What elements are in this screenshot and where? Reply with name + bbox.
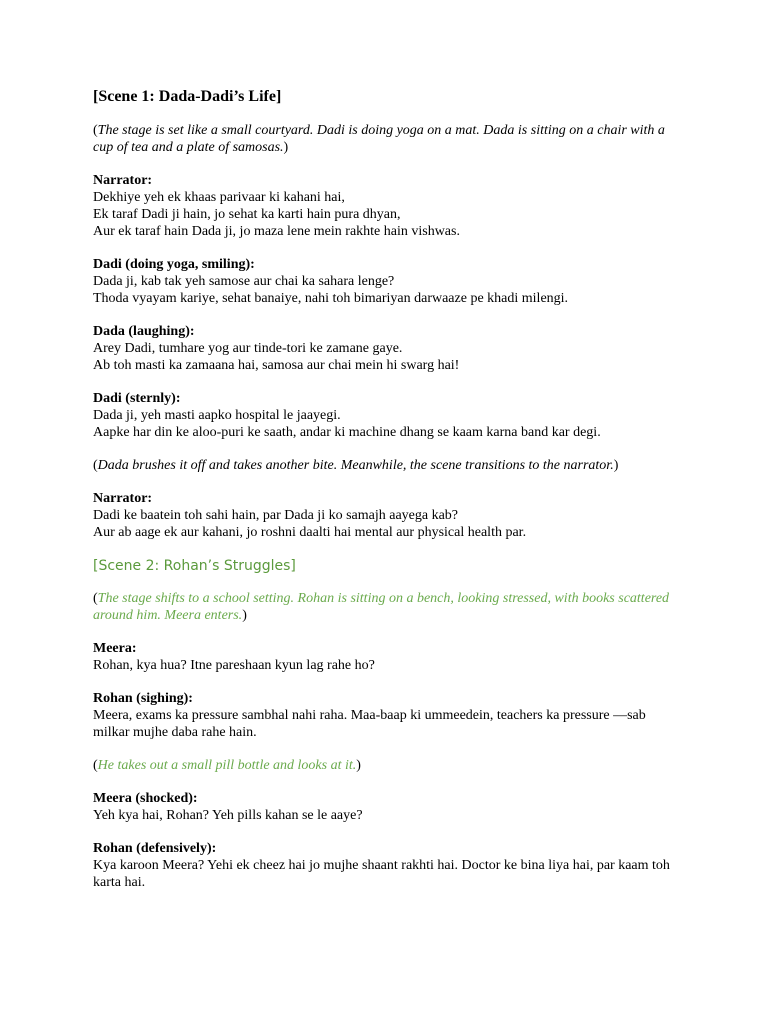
stage-direction: (He takes out a small pill bottle and looks at it.) <box>93 758 361 773</box>
speaker-label: Dadi (sternly): <box>93 391 181 406</box>
dialogue-line: Thoda vyayam kariye, sehat banaiye, nahi toh bimariyan darwaaze pe khadi milengi. <box>93 291 569 306</box>
dialogue-dadi <box>93 390 683 441</box>
speaker-label: Rohan (defensively): <box>93 841 217 856</box>
scene-1-heading: [Scene 1: Dada-Dadi’s Life] <box>93 88 282 105</box>
stage-direction-text: The stage is set like a small courtyard. Dadi is doing yoga on a mat. Dada is sitting on a chair with a cup of tea and a plate of samosas. <box>93 123 665 155</box>
dialogue-dada <box>93 323 683 374</box>
stage-direction-text: The stage shifts to a school setting. Rohan is sitting on a bench, looking stressed, with books scattered around him. Meera enters. <box>93 591 670 623</box>
speaker-label: Narrator: <box>93 173 153 188</box>
speaker-label: Meera (shocked): <box>93 791 198 806</box>
dialogue-meera <box>93 790 683 824</box>
dialogue-text: Kya karoon Meera? Yehi ek cheez hai jo mujhe shaant rakhti hai. Doctor ke bina liya hai, par kaam toh karta hai. <box>93 858 670 890</box>
dialogue-narrator <box>93 490 683 541</box>
dialogue-line: Rohan, kya hua? Itne pareshaan kyun lag rahe ho? <box>93 658 375 673</box>
dialogue-rohan <box>93 840 683 891</box>
dialogue-line: Ek taraf Dadi ji hain, jo sehat ka karti hain pura dhyan, <box>93 207 401 222</box>
stage-direction: (The stage shifts to a school setting. Rohan is sitting on a bench, looking stressed, with books scattered around him. Meera enters.) <box>93 591 670 623</box>
dialogue-line: Aur ab aage ek aur kahani, jo roshni daalti hai mental aur physical health par. <box>93 525 527 540</box>
stage-direction-text: He takes out a small pill bottle and looks at it. <box>97 758 357 773</box>
stage-direction: (The stage is set like a small courtyard. Dadi is doing yoga on a mat. Dada is sitting on a chair with a cup of tea and a plate of samosas.) <box>93 123 665 155</box>
dialogue-line: Dada ji, yeh masti aapko hospital le jaayegi. <box>93 408 341 423</box>
speaker-label: Dadi (doing yoga, smiling): <box>93 257 255 272</box>
dialogue-narrator <box>93 172 683 240</box>
dialogue-meera <box>93 640 683 674</box>
dialogue-line: Dadi ke baatein toh sahi hain, par Dada ji ko samajh aayega kab? <box>93 508 459 523</box>
dialogue-text: Meera, exams ka pressure sambhal nahi raha. Maa-baap ki ummeedein, teachers ka pressure —sab milkar mujhe daba rahe hain. <box>93 708 646 740</box>
speaker-label: Meera: <box>93 641 137 656</box>
dialogue-line: Dekhiye yeh ek khaas parivaar ki kahani hai, <box>93 190 345 205</box>
dialogue-line: Ab toh masti ka zamaana hai, samosa aur chai mein hi swarg hai! <box>93 358 460 373</box>
speaker-label: Dada (laughing): <box>93 324 195 339</box>
dialogue-line: Arey Dadi, tumhare yog aur tinde-tori ke zamane gaye. <box>93 341 403 356</box>
dialogue-dadi <box>93 256 683 307</box>
dialogue-line: Aur ek taraf hain Dada ji, jo maza lene mein rakhte hain vishwas. <box>93 224 460 239</box>
dialogue-line: Dada ji, kab tak yeh samose aur chai ka sahara lenge? <box>93 274 395 289</box>
stage-direction-text: Dada brushes it off and takes another bite. Meanwhile, the scene transitions to the narrator. <box>97 458 614 473</box>
stage-direction: (Dada brushes it off and takes another bite. Meanwhile, the scene transitions to the narrator.) <box>93 458 619 473</box>
dialogue-rohan <box>93 690 683 741</box>
speaker-label: Narrator: <box>93 491 153 506</box>
scene-2-heading: [Scene 2: Rohan’s Struggles] <box>93 558 296 574</box>
document-page <box>93 87 683 907</box>
dialogue-line: Aapke har din ke aloo-puri ke saath, andar ki machine dhang se kaam karna band kar degi. <box>93 425 601 440</box>
dialogue-line: Yeh kya hai, Rohan? Yeh pills kahan se le aaye? <box>93 808 363 823</box>
speaker-label: Rohan (sighing): <box>93 691 193 706</box>
